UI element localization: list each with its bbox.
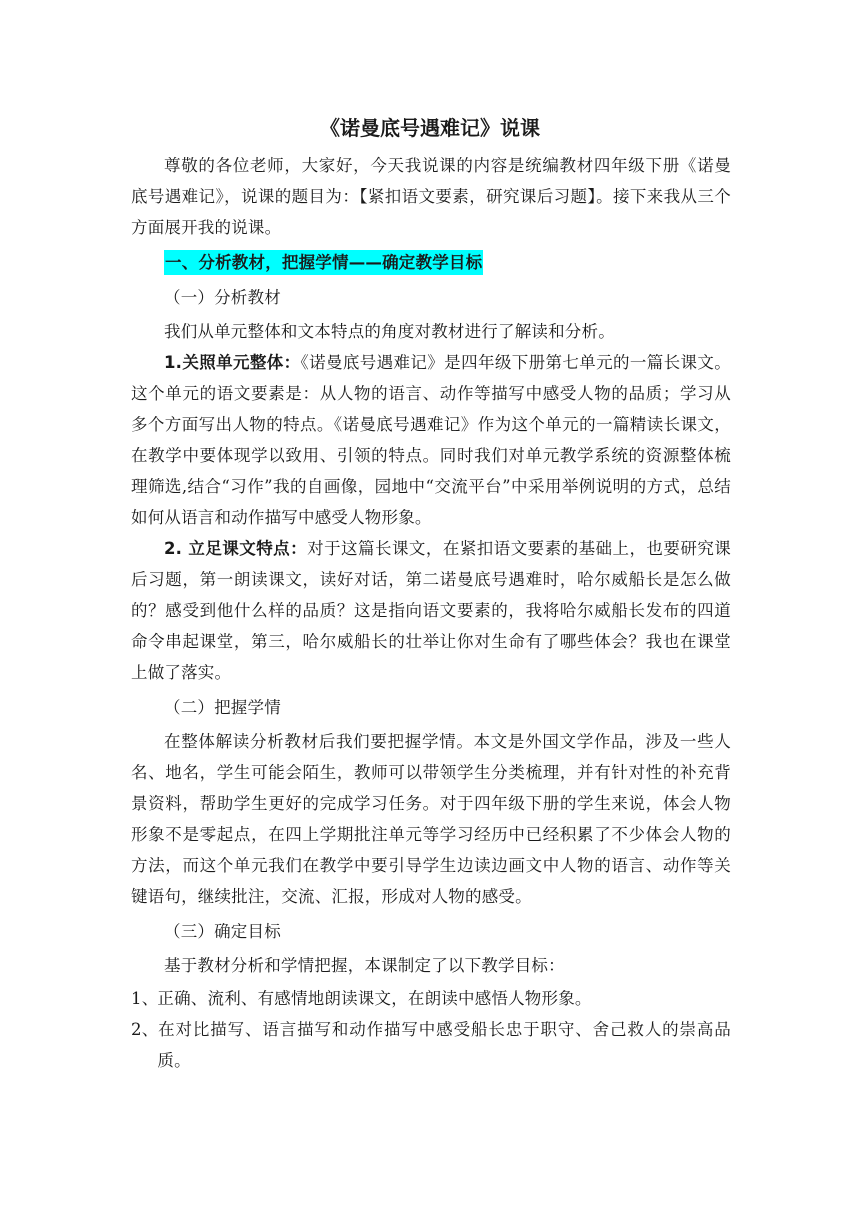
point-label: 1.关照单元整体： <box>164 353 301 372</box>
document-body <box>131 150 731 1076</box>
learners-paragraph: 在整体解读分析教材后我们要把握学情。本文是外国文学作品，涉及一些人名、地名，学生可能会陌生，教师可以带领学生分类梳理，并有针对性的补充背景资料，帮助学生更好的完成学习任务。对于四年级下册的学生来说，体会人物形象不是零起点，在四上学期批注单元等学习经历中已经积累了不少体会人物的方法，而这个单元我们在教学中要引导学生边读边画文中人物的语言、动作等关键语句，继续批注，交流、汇报，形成对人物的感受。 <box>131 732 731 906</box>
subsection-heading-learners: （二）把握学情 <box>164 698 281 717</box>
goal-number: 2、 <box>131 1020 159 1039</box>
goal-number: 1、 <box>131 989 159 1008</box>
subsection-heading-analysis: （一）分析教材 <box>164 288 281 307</box>
goal-text: 正确、流利、有感情地朗读课文，在朗读中感悟人物形象。 <box>157 989 592 1008</box>
goal-item <box>131 1014 731 1076</box>
section-heading <box>131 247 731 278</box>
subsection-heading-goals: （三）确定目标 <box>164 922 281 941</box>
point-unit-whole <box>131 347 731 533</box>
intro-paragraph: 尊敬的各位老师，大家好，今天我说课的内容是统编教材四年级下册《诺曼底号遇难记》，说课的题目为：【紧扣语文要素，研究课后习题】。接下来我从三个方面展开我的说课。 <box>131 156 731 237</box>
document-title: 《诺曼底号遇难记》说课 <box>320 116 540 140</box>
point-text-features <box>131 533 731 688</box>
point-label: 2. 立足课文特点： <box>164 539 308 558</box>
goal-item <box>131 983 731 1014</box>
point-text: 《诺曼底号遇难记》是四年级下册第七单元的一篇长课文。这个单元的语文要素是：从人物的语言、动作等描写中感受人物的品质；学习从多个方面写出人物的特点。《诺曼底号遇难记》作为这个单元的一篇精读长课文，在教学中要体现学以致用、引领的特点。同时我们对单元教学系统的资源整体梳理筛选,结合“习作”我的自画像，园地中“交流平台”中采用举例说明的方式，总结如何从语言和动作描写中感受人物形象。 <box>131 353 731 527</box>
goal-text: 在对比描写、语言描写和动作描写中感受船长忠于职守、舍己救人的崇高品质。 <box>157 1020 731 1070</box>
point-text: 对于这篇长课文，在紧扣语文要素的基础上，也要研究课后习题，第一朗读课文，读好对话，第二诺曼底号遇难时，哈尔威船长是怎么做的？感受到他什么样的品质？这是指向语文要素的，我将哈尔威船长发布的四道命令串起课堂，第三，哈尔威船长的壮举让你对生命有了哪些体会？我也在课堂上做了落实。 <box>131 539 731 682</box>
analysis-intro: 我们从单元整体和文本特点的角度对教材进行了解读和分析。 <box>164 322 615 341</box>
goals-intro: 基于教材分析和学情把握，本课制定了以下教学目标： <box>164 956 565 975</box>
section-heading-highlight: 一、分析教材，把握学情——确定教学目标 <box>164 250 483 275</box>
